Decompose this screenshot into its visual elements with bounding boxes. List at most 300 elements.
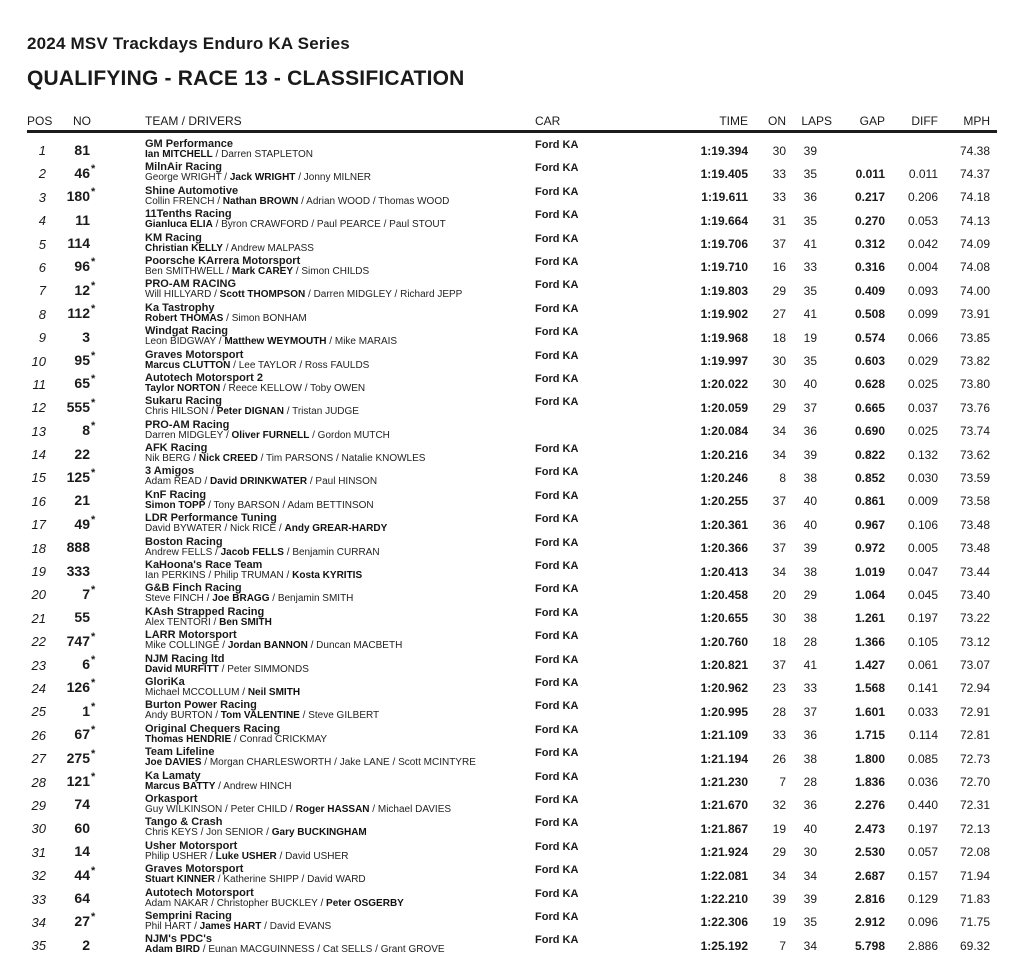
mph-cell: 73.80 [959, 377, 990, 392]
driver-name: Tristan JUDGE [292, 406, 359, 418]
team-name: KaHoona's Race Team [145, 559, 263, 572]
drivers-line: Ben SMITHWELL / Mark CAREY / Simon CHILDS [145, 265, 370, 277]
on-lap-cell: 32 [772, 798, 786, 813]
on-lap-cell: 26 [772, 751, 786, 766]
driver-name: James HART [199, 920, 262, 932]
table-row [0, 138, 1024, 161]
team-name: Tango & Crash [145, 816, 223, 829]
gap-cell: 0.665 [854, 400, 885, 415]
gap-cell: 5.798 [854, 938, 885, 953]
pos-cell: 13 [31, 423, 46, 439]
driver-name: David DRINKWATER [210, 476, 308, 488]
on-lap-cell: 20 [772, 587, 786, 602]
laps-cell: 28 [803, 634, 817, 649]
time-cell: 1:21.867 [700, 821, 748, 836]
laps-cell: 29 [803, 587, 817, 602]
car-cell: Ford KA [535, 747, 579, 760]
drivers-line: Mike COLLINGE / Jordan BANNON / Duncan MACBETH [145, 640, 403, 652]
table-row [0, 676, 1024, 699]
diff-cell: 0.197 [907, 611, 938, 626]
driver-name: Conrad CRICKMAY [239, 733, 328, 745]
gap-cell: 2.687 [854, 868, 885, 883]
car-number-cell: 180 [66, 188, 90, 205]
laps-cell: 35 [803, 213, 817, 228]
diff-cell: 0.066 [907, 330, 938, 345]
gap-cell: 0.217 [854, 190, 885, 205]
on-lap-cell: 27 [772, 307, 786, 322]
pos-cell: 4 [38, 213, 46, 229]
time-cell: 1:20.821 [700, 658, 748, 673]
diff-cell: 0.025 [907, 424, 938, 439]
gap-cell: 1.366 [854, 634, 885, 649]
laps-cell: 36 [803, 798, 817, 813]
mph-cell: 74.38 [959, 143, 990, 158]
team-name: GloriKa [145, 675, 185, 688]
on-lap-cell: 34 [772, 424, 786, 439]
driver-name: Grant GROVE [380, 944, 445, 956]
driver-name: Adam READ [145, 476, 202, 488]
car-number-cell: 95 [74, 352, 90, 369]
team-name: AFK Racing [145, 442, 208, 455]
diff-cell: 0.053 [907, 213, 938, 228]
car-number-cell: 333 [66, 562, 90, 579]
table-row [0, 349, 1024, 372]
diff-cell: 0.096 [907, 915, 938, 930]
driver-name: Steve GILBERT [308, 710, 380, 722]
diff-cell: 0.011 [908, 166, 938, 181]
on-lap-cell: 18 [772, 634, 786, 649]
driver-name: Jacob FELLS [220, 546, 284, 558]
team-name: MilnAir Racing [145, 161, 223, 174]
drivers-line: Leon BIDGWAY / Matthew WEYMOUTH / Mike MARAIS [145, 336, 398, 348]
guest-star-marker: * [91, 864, 96, 877]
time-cell: 1:20.361 [700, 517, 748, 532]
team-name: PRO-AM Racing [145, 418, 230, 431]
driver-name: Simon CHILDS [301, 265, 370, 277]
guest-star-marker: * [91, 279, 96, 292]
team-name: LDR Performance Tuning [145, 512, 277, 525]
mph-cell: 69.32 [959, 938, 990, 953]
drivers-line: Simon TOPP / Tony BARSON / Adam BETTINSON [145, 499, 374, 511]
driver-name: Duncan MACBETH [316, 640, 403, 652]
pos-cell: 33 [31, 891, 46, 907]
laps-cell: 39 [803, 892, 817, 906]
mph-cell: 72.31 [959, 798, 990, 813]
driver-name: Paul STOUT [389, 219, 446, 231]
laps-cell: 34 [803, 868, 817, 883]
driver-name: Ross FAULDS [304, 359, 370, 371]
gap-cell: 0.409 [854, 283, 885, 298]
drivers-line: Thomas HENDRIE / Conrad CRICKMAY [145, 733, 328, 745]
car-number-cell: 114 [67, 235, 90, 252]
driver-name: Michael MCCOLLUM [145, 686, 240, 698]
gap-cell: 0.574 [854, 330, 885, 345]
time-cell: 1:19.405 [700, 166, 748, 181]
time-cell: 1:20.760 [700, 634, 748, 649]
driver-name: Nik BERG [145, 453, 191, 465]
on-lap-cell: 33 [772, 190, 786, 205]
on-lap-cell: 30 [772, 377, 786, 392]
pos-cell: 8 [38, 306, 46, 322]
driver-name: Chris KEYS [145, 827, 198, 839]
laps-cell: 35 [803, 283, 817, 298]
laps-cell: 37 [803, 400, 817, 415]
drivers-line: Adam BIRD / Eunan MACGUINNESS / Cat SELLS / Grant GROVE [145, 944, 445, 956]
pos-cell: 34 [31, 914, 46, 930]
diff-cell: 0.042 [907, 237, 938, 252]
car-number-cell: 125 [66, 468, 90, 485]
car-number-cell: 126 [66, 679, 90, 696]
diff-cell: 0.004 [907, 260, 938, 275]
guest-star-marker: * [91, 654, 96, 667]
pos-cell: 16 [31, 493, 46, 509]
mph-cell: 73.48 [959, 541, 990, 556]
guest-star-marker: * [91, 513, 96, 526]
gap-cell: 0.822 [854, 447, 885, 462]
pos-cell: 9 [38, 330, 46, 346]
table-row [0, 255, 1024, 278]
drivers-line: Stuart KINNER / Katherine SHIPP / David WARD [145, 874, 366, 886]
driver-name: Thomas HENDRIE [145, 733, 232, 745]
team-name: Burton Power Racing [145, 699, 257, 712]
laps-cell: 38 [803, 751, 817, 766]
car-number-cell: 81 [74, 141, 90, 158]
drivers-line: David MURFITT / Peter SIMMONDS [145, 663, 309, 675]
car-cell: Ford KA [535, 723, 579, 736]
driver-name: Roger HASSAN [295, 803, 370, 815]
team-name: Graves Motorsport [145, 863, 244, 876]
car-number-cell: 74 [74, 796, 90, 813]
car-number-cell: 64 [74, 890, 90, 906]
drivers-line: Nik BERG / Nick CREED / Tim PARSONS / Natalie KNOWLES [145, 453, 426, 465]
pos-cell: 26 [31, 727, 46, 743]
drivers-line: Andy BURTON / Tom VALENTINE / Steve GILBERT [145, 710, 380, 722]
diff-cell: 0.061 [907, 658, 938, 673]
driver-name: Phil HART [145, 920, 192, 932]
pos-cell: 29 [31, 797, 46, 813]
gap-cell: 0.312 [854, 237, 885, 252]
on-lap-cell: 36 [772, 517, 786, 532]
driver-name: Christopher BUCKLEY [216, 897, 318, 909]
driver-name: Matthew WEYMOUTH [224, 336, 327, 348]
mph-cell: 73.74 [959, 424, 990, 439]
driver-name: Michael DAVIES [377, 803, 452, 815]
on-lap-cell: 29 [772, 845, 786, 860]
laps-cell: 41 [803, 307, 817, 322]
time-cell: 1:21.230 [700, 775, 748, 790]
laps-cell: 37 [803, 704, 817, 719]
car-cell: Ford KA [535, 864, 579, 877]
time-cell: 1:19.611 [701, 190, 748, 205]
team-name: KAsh Strapped Racing [145, 605, 265, 618]
diff-cell: 0.206 [907, 190, 938, 205]
pos-cell: 20 [31, 587, 46, 603]
team-name: Usher Motorsport [145, 839, 238, 852]
mph-cell: 74.13 [959, 213, 990, 228]
driver-name: Darren MIDGLEY [313, 289, 392, 301]
mph-cell: 73.12 [959, 634, 990, 649]
drivers-line: Ian MITCHELL / Darren STAPLETON [145, 149, 314, 160]
on-lap-cell: 8 [779, 470, 786, 485]
time-cell: 1:19.394 [700, 143, 748, 158]
gap-cell: 1.836 [854, 775, 885, 790]
car-cell: Ford KA [535, 840, 579, 853]
car-number-cell: 27 [74, 913, 90, 930]
pos-cell: 7 [38, 283, 46, 299]
guest-star-marker: * [91, 700, 96, 713]
gap-cell: 1.261 [854, 611, 885, 626]
diff-cell: 0.106 [907, 517, 938, 532]
pos-cell: 27 [31, 751, 46, 767]
driver-name: Collin FRENCH [145, 195, 215, 207]
mph-cell: 73.22 [959, 611, 990, 626]
on-lap-cell: 7 [779, 938, 786, 953]
car-number-cell: 60 [74, 819, 90, 836]
drivers-line: Collin FRENCH / Nathan BROWN / Adrian WOOD / Thomas WOOD [145, 195, 450, 207]
table-row [0, 161, 1024, 184]
car-cell: Ford KA [535, 653, 579, 666]
on-lap-cell: 19 [772, 915, 786, 930]
column-header-diff: DIFF [911, 114, 938, 128]
on-lap-cell: 7 [779, 775, 786, 790]
on-lap-cell: 34 [772, 868, 786, 883]
driver-name: Philip USHER [145, 850, 208, 862]
team-name: Original Chequers Racing [145, 722, 281, 735]
driver-name: Taylor NORTON [145, 382, 221, 394]
guest-star-marker: * [91, 186, 96, 199]
laps-cell: 28 [803, 775, 817, 790]
driver-name: Eunan MACGUINNESS [208, 944, 315, 956]
guest-star-marker: * [91, 303, 96, 316]
on-lap-cell: 30 [772, 143, 786, 158]
diff-cell: 0.037 [907, 400, 938, 415]
guest-star-marker: * [91, 724, 96, 737]
time-cell: 1:20.216 [700, 447, 748, 462]
gap-cell: 0.316 [854, 260, 885, 275]
car-cell: Ford KA [535, 279, 579, 292]
laps-cell: 38 [803, 564, 817, 579]
time-cell: 1:21.194 [700, 751, 748, 766]
driver-name: David EVANS [269, 920, 332, 932]
mph-cell: 73.07 [959, 658, 990, 673]
pos-cell: 15 [31, 470, 46, 486]
guest-star-marker: * [91, 747, 96, 760]
guest-star-marker: * [91, 256, 96, 269]
car-number-cell: 8 [82, 422, 90, 439]
team-name: LARR Motorsport [145, 629, 237, 642]
pos-cell: 28 [31, 774, 46, 790]
drivers-line: Darren MIDGLEY / Oliver FURNELL / Gordon MUTCH [145, 429, 390, 441]
on-lap-cell: 29 [772, 283, 786, 298]
driver-name: Marcus CLUTTON [145, 359, 231, 371]
driver-name: Ian MITCHELL [145, 149, 213, 160]
on-lap-cell: 39 [772, 892, 786, 906]
column-header-time: TIME [719, 114, 748, 128]
diff-cell: 0.030 [907, 470, 938, 485]
driver-name: Marcus BATTY [145, 780, 216, 792]
car-number-cell: 11 [75, 211, 90, 228]
time-cell: 1:22.210 [700, 892, 748, 906]
driver-name: Paul PEARCE [316, 219, 381, 231]
time-cell: 1:20.413 [700, 564, 748, 579]
drivers-line: Philip USHER / Luke USHER / David USHER [145, 850, 349, 862]
team-name: Autotech Motorsport 2 [145, 371, 263, 384]
team-name: 11Tenths Racing [145, 208, 232, 221]
page-title: QUALIFYING - RACE 13 - CLASSIFICATION [27, 67, 465, 90]
driver-name: Stuart KINNER [145, 874, 216, 886]
table-row [0, 770, 1024, 793]
gap-cell: 0.690 [854, 424, 885, 439]
on-lap-cell: 37 [772, 541, 786, 556]
mph-cell: 73.40 [959, 587, 990, 602]
driver-name: Andy BURTON [145, 710, 213, 722]
driver-name: Nick RICE [230, 523, 277, 535]
driver-name: Chris HILSON [145, 406, 209, 418]
table-row [0, 512, 1024, 535]
driver-name: Andy GREAR-HARDY [284, 523, 388, 535]
header-rule [27, 130, 997, 133]
laps-cell: 39 [803, 541, 817, 556]
drivers-line: Alex TENTORI / Ben SMITH [145, 616, 272, 628]
diff-cell: 0.093 [907, 283, 938, 298]
on-lap-cell: 18 [772, 330, 786, 345]
diff-cell: 0.141 [907, 681, 938, 696]
time-cell: 1:19.664 [700, 213, 748, 228]
drivers-line: Will HILLYARD / Scott THOMPSON / Darren MIDGLEY / Richard JEPP [145, 289, 463, 301]
driver-name: Kosta KYRITIS [292, 570, 363, 582]
pos-cell: 22 [31, 634, 46, 650]
table-row [0, 606, 1024, 629]
guest-star-marker: * [91, 466, 96, 479]
car-number-cell: 2 [82, 936, 90, 953]
diff-cell: 0.157 [907, 868, 938, 883]
car-cell: Ford KA [535, 934, 579, 947]
team-name: G&B Finch Racing [145, 582, 242, 595]
driver-name: Adam BIRD [145, 944, 201, 956]
driver-name: Philip TRUMAN [213, 570, 284, 582]
drivers-line: Christian KELLY / Andrew MALPASS [145, 242, 314, 254]
table-row [0, 419, 1024, 442]
pos-cell: 31 [31, 844, 46, 860]
on-lap-cell: 37 [772, 658, 786, 673]
gap-cell: 0.967 [854, 517, 885, 532]
guest-star-marker: * [91, 677, 96, 690]
driver-name: Jack WRIGHT [229, 172, 296, 184]
on-lap-cell: 30 [772, 354, 786, 369]
team-name: Team Lifeline [145, 746, 215, 759]
drivers-line: Chris HILSON / Peter DIGNAN / Tristan JUDGE [145, 406, 359, 418]
laps-cell: 33 [803, 681, 817, 696]
mph-cell: 72.81 [959, 728, 990, 743]
laps-cell: 19 [803, 330, 817, 345]
time-cell: 1:22.306 [700, 915, 748, 930]
driver-name: David BYWATER [145, 523, 222, 535]
column-header-pos: POS [27, 114, 53, 128]
diff-cell: 0.197 [907, 821, 938, 836]
driver-name: Guy WILKINSON [145, 803, 223, 815]
driver-name: Adrian WOOD [306, 195, 371, 207]
car-cell: Ford KA [535, 489, 579, 502]
on-lap-cell: 31 [772, 213, 786, 228]
car-cell: Ford KA [535, 443, 579, 456]
driver-name: Andrew FELLS [145, 546, 213, 558]
diff-cell: 0.009 [907, 494, 938, 509]
car-number-cell: 6 [82, 656, 90, 673]
time-cell: 1:20.255 [700, 494, 748, 509]
table-row [0, 629, 1024, 652]
table-row [0, 442, 1024, 465]
guest-star-marker: * [91, 396, 96, 409]
car-cell: Ford KA [535, 162, 579, 175]
guest-star-marker: * [91, 630, 96, 643]
pos-cell: 25 [31, 704, 46, 720]
diff-cell: 0.440 [907, 798, 938, 813]
time-cell: 1:20.366 [700, 541, 748, 556]
pos-cell: 19 [31, 564, 46, 580]
laps-cell: 40 [803, 821, 817, 836]
time-cell: 1:20.246 [700, 470, 748, 485]
pos-cell: 2 [38, 166, 46, 182]
team-name: KnF Racing [145, 488, 207, 501]
driver-name: Oliver FURNELL [231, 429, 310, 441]
table-row [0, 559, 1024, 582]
car-cell: Ford KA [535, 396, 579, 409]
on-lap-cell: 33 [772, 728, 786, 743]
driver-name: Alex TENTORI [145, 616, 211, 628]
gap-cell: 0.603 [854, 354, 885, 369]
laps-cell: 35 [803, 166, 817, 181]
driver-name: Richard JEPP [400, 289, 463, 301]
driver-name: Neil SMITH [247, 686, 301, 698]
driver-name: Scott MCINTYRE [398, 757, 476, 769]
drivers-line: David BYWATER / Nick RICE / Andy GREAR-HARDY [145, 523, 388, 535]
driver-name: Andrew HINCH [223, 780, 292, 792]
laps-cell: 36 [803, 424, 817, 439]
table-row [0, 840, 1024, 863]
driver-name: Peter SIMMONDS [227, 663, 309, 675]
car-number-cell: 3 [82, 328, 90, 345]
diff-cell: 0.057 [907, 845, 938, 860]
table-row [0, 582, 1024, 605]
gap-cell: 0.508 [854, 307, 885, 322]
time-cell: 1:19.968 [700, 330, 748, 345]
time-cell: 1:21.109 [700, 728, 748, 743]
car-number-cell: 121 [66, 773, 90, 790]
table-row [0, 208, 1024, 231]
drivers-line: Joe DAVIES / Morgan CHARLESWORTH / Jake LANE / Scott MCINTYRE [145, 757, 476, 769]
time-cell: 1:20.655 [700, 611, 748, 626]
driver-name: Luke USHER [215, 850, 277, 862]
diff-cell: 2.886 [907, 938, 938, 953]
car-number-cell: 275 [66, 749, 90, 766]
driver-name: David MURFITT [145, 663, 219, 675]
car-number-cell: 21 [74, 492, 90, 509]
team-name: Ka Lamaty [145, 769, 201, 782]
table-row [0, 816, 1024, 839]
car-cell: Ford KA [535, 372, 579, 385]
time-cell: 1:21.924 [700, 845, 748, 860]
driver-name: Adam BETTINSON [287, 499, 374, 511]
drivers-line: Michael MCCOLLUM / Neil SMITH [145, 686, 301, 698]
driver-name: Mark CAREY [231, 265, 294, 277]
team-name: GM Performance [145, 138, 234, 150]
driver-name: Darren MIDGLEY [145, 429, 224, 441]
laps-cell: 36 [803, 728, 817, 743]
car-number-cell: 555 [66, 398, 90, 415]
mph-cell: 74.18 [959, 190, 990, 205]
team-name: NJM Racing ltd [145, 652, 225, 665]
car-cell: Ford KA [535, 513, 579, 526]
